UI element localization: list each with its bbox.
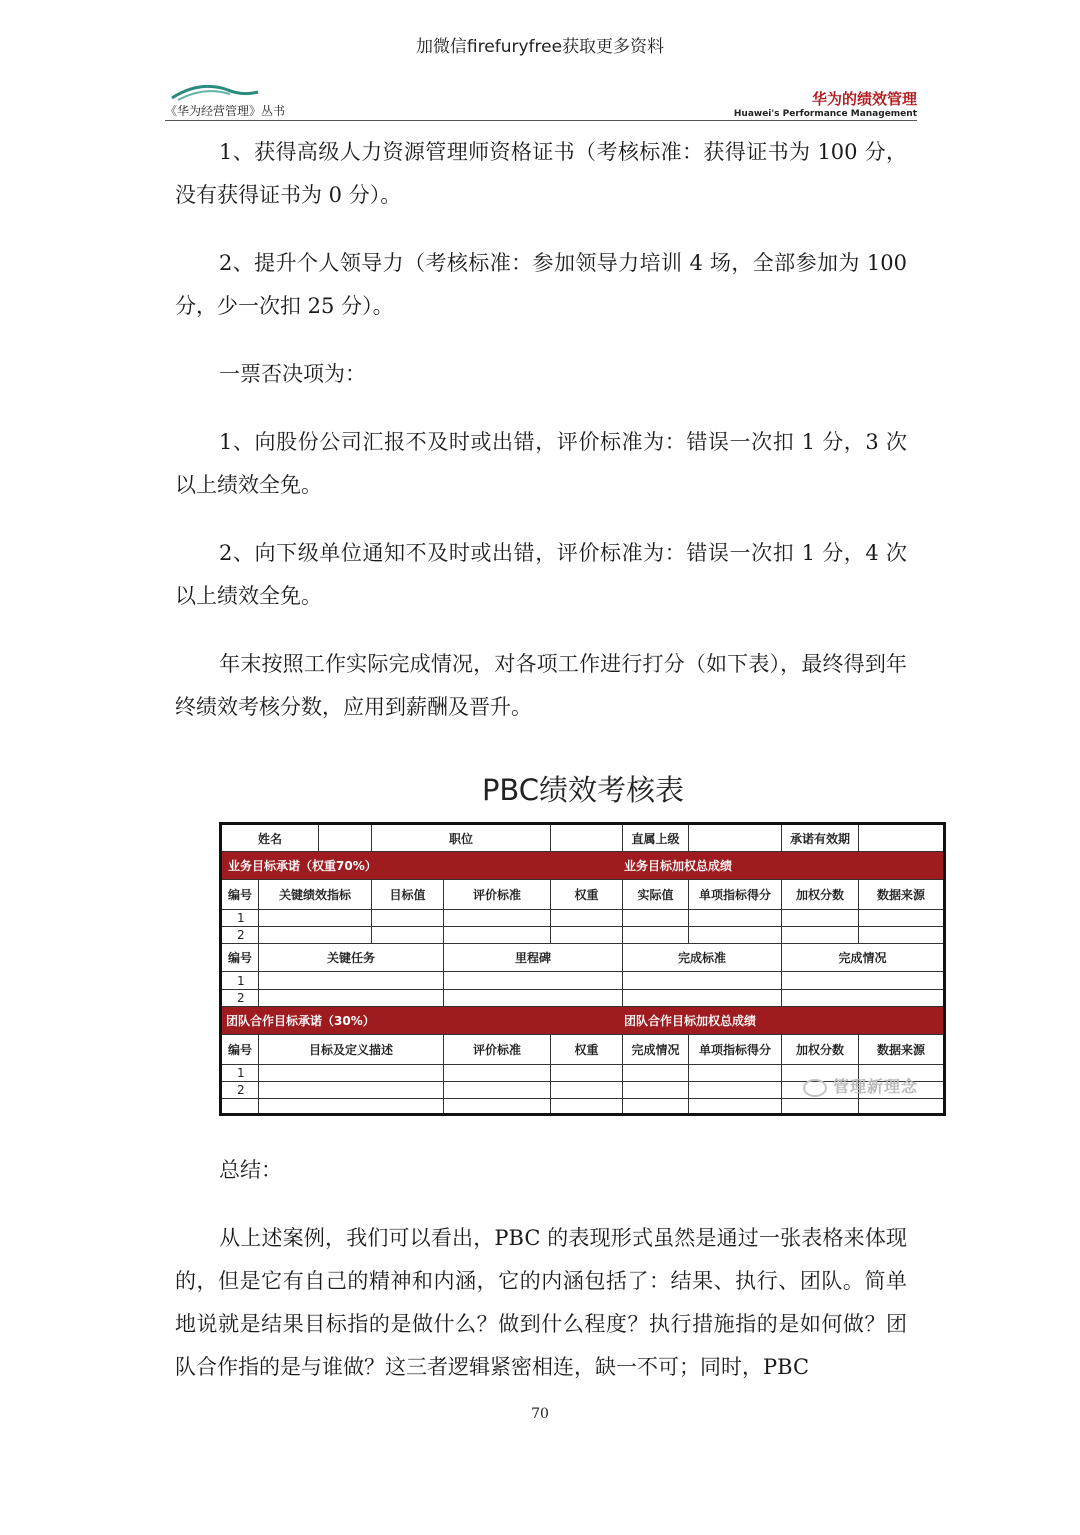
table-title: PBC绩效考核表 [481, 773, 685, 807]
table-cell: 编号 [222, 880, 259, 909]
paragraph: 一票否决项为： [219, 362, 366, 386]
paragraph: 2、提升个人领导力（考核标准：参加领导力培训 4 场，全部参加为 100 分，少一次扣 25 分）。 [175, 251, 907, 318]
row-number: 2 [222, 990, 259, 1006]
table-row [222, 927, 943, 944]
team-header-row [222, 1035, 943, 1065]
paragraph: 从上述案例，我们可以看出，PBC 的表现形式虽然是通过一张表格来体现的，但是它有自己的精神和内涵，它的内涵包括了：结果、执行、团队。简单地说就是结果目标指的是做什么？做到什么程度？执行措施指的是如何做？团队合作指的是与谁做？这三者逻辑紧密相连，缺一不可；同时，PBC [175, 1226, 907, 1379]
section-bar [222, 1007, 943, 1035]
table-cell: 职位 [372, 825, 551, 851]
section-bar [222, 852, 943, 880]
header-divider [165, 120, 917, 121]
row-number: 2 [222, 927, 259, 943]
table-cell: 目标及定义描述 [259, 1035, 444, 1064]
table-cell: 完成情况 [838, 951, 887, 965]
table-cell: 关键绩效指标 [259, 880, 372, 909]
table-cell: 数据来源 [876, 1043, 925, 1057]
pbc-table [219, 822, 946, 1116]
table-header-row [222, 825, 943, 852]
table-cell: 实际值 [623, 880, 689, 909]
table-cell [859, 825, 943, 851]
row-number: 1 [222, 1065, 259, 1081]
table-cell: 完成情况 [623, 1035, 689, 1064]
row-number: 1 [222, 910, 259, 926]
table-cell: 关键任务 [259, 944, 444, 971]
table-cell: 单项指标得分 [689, 1035, 782, 1064]
row-number: 2 [222, 1082, 259, 1098]
top-note: 加微信firefuryfree获取更多资料 [415, 37, 665, 57]
table-cell: 目标值 [372, 880, 444, 909]
table-cell [551, 825, 623, 851]
paragraph: 1、获得高级人力资源管理师资格证书（考核标准：获得证书为 100 分，没有获得证书为 0 分）。 [175, 140, 907, 207]
table-cell: 权重 [551, 1035, 623, 1064]
table-cell: 评价标准 [444, 1035, 551, 1064]
book-title [734, 90, 917, 120]
wechat-icon [803, 1079, 827, 1097]
table-row [222, 972, 943, 990]
table-cell [689, 825, 782, 851]
watermark [803, 1074, 918, 1097]
table-cell: 承诺有效期 [782, 825, 859, 851]
table-cell: 加权分数 [782, 1035, 859, 1064]
table-cell: 编号 [222, 944, 259, 971]
series-header [165, 80, 305, 120]
table-cell: 编号 [222, 1035, 259, 1064]
table-cell: 里程碑 [444, 944, 623, 971]
section-label: 业务目标承诺（权重70%） [228, 859, 377, 873]
table-cell: 单项指标得分 [689, 880, 782, 909]
kpi-header-row [222, 880, 943, 910]
table-cell [319, 825, 372, 851]
book-title-en: Huawei's Performance Management [733, 109, 917, 119]
table-cell: 评价标准 [444, 880, 551, 909]
paragraph: 2、向下级单位通知不及时或出错，评价标准为：错误一次扣 1 分，4 次以上绩效全免。 [175, 541, 907, 608]
section-label: 团队合作目标承诺（30%） [226, 1014, 375, 1028]
row-number: 1 [222, 972, 259, 989]
series-label: 《华为经营管理》丛书 [165, 104, 286, 118]
table-cell: 加权分数 [782, 880, 859, 909]
section-label: 业务目标加权总成绩 [624, 859, 733, 873]
table-row [222, 1099, 943, 1116]
table-cell: 完成标准 [623, 944, 782, 971]
table-row [222, 910, 943, 927]
table-cell: 姓名 [222, 825, 319, 851]
book-title-cn: 华为的绩效管理 [811, 90, 917, 108]
table-cell: 直属上级 [623, 825, 689, 851]
paragraph: 总结： [219, 1158, 282, 1182]
paragraph: 1、向股份公司汇报不及时或出错，评价标准为：错误一次扣 1 分，3 次以上绩效全免。 [175, 430, 907, 497]
section-label: 团队合作目标加权总成绩 [624, 1014, 757, 1028]
task-header-row [222, 944, 943, 972]
table-row [222, 990, 943, 1007]
logo-icon [170, 80, 260, 102]
page-number: 70 [531, 1406, 549, 1422]
paragraph: 年末按照工作实际完成情况，对各项工作进行打分（如下表），最终得到年终绩效考核分数，应用到薪酬及晋升。 [175, 652, 907, 719]
table-cell: 权重 [551, 880, 623, 909]
table-cell: 数据来源 [876, 888, 925, 902]
watermark-text: 管理新理念 [833, 1077, 919, 1096]
